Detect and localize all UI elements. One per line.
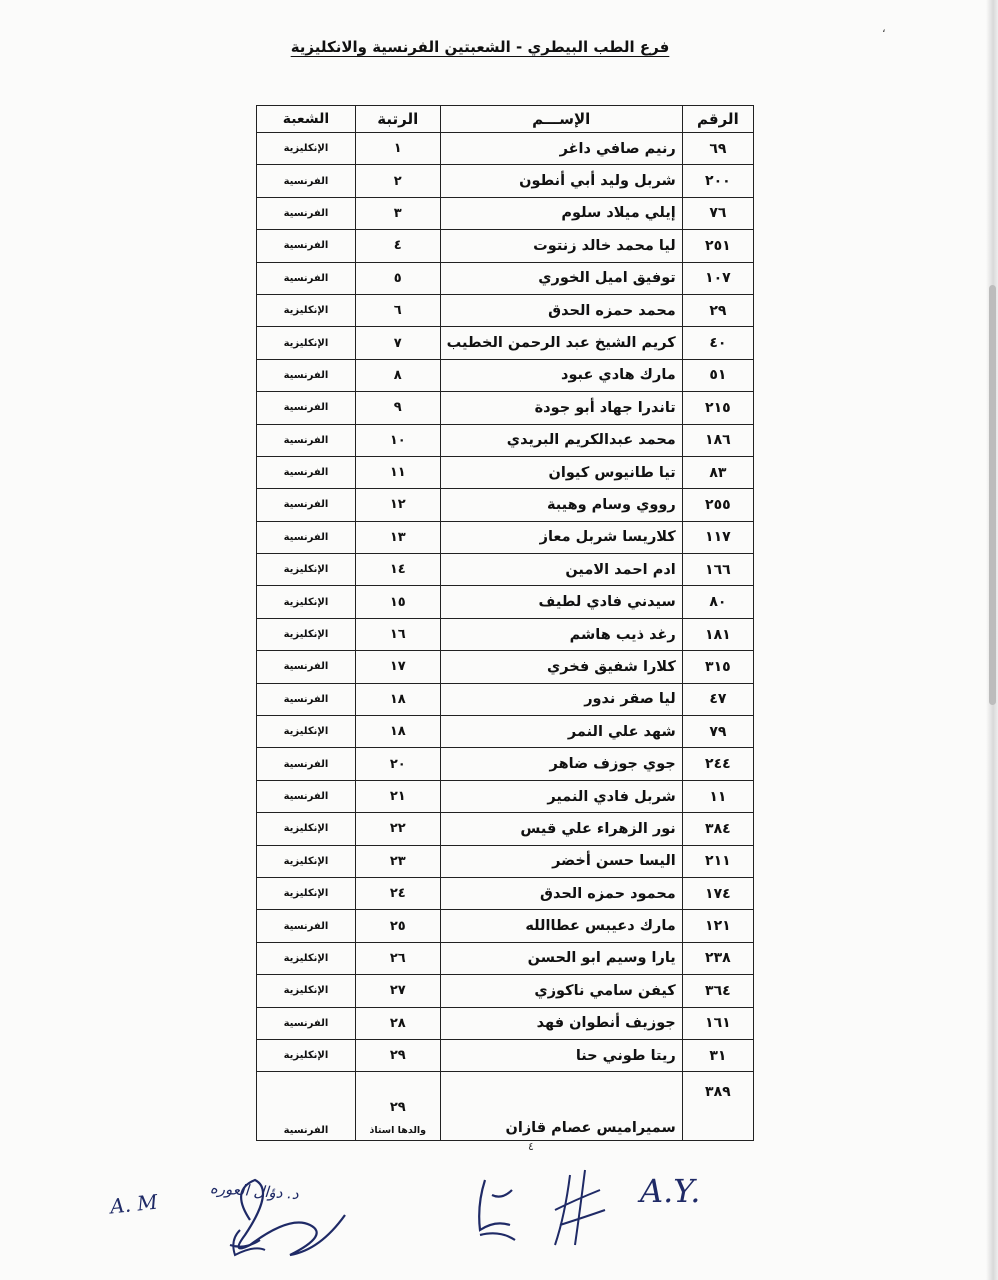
cell-division: الإنكليزية [257,618,356,650]
table-row [257,586,754,618]
cell-number: ١١٧ [682,521,753,553]
cell-name: توفيق اميل الخوري [440,262,682,294]
cell-division: الإنكليزية [257,133,356,165]
cell-rank: ٩ [355,392,440,424]
cell-number: ٨٠ [682,586,753,618]
cell-number: ٣٦٤ [682,975,753,1007]
cell-name: رغد ذيب هاشم [440,618,682,650]
cell-name: سميراميس عصام قازان [440,1072,682,1141]
table-row [257,554,754,586]
cell-number: ٢١١ [682,845,753,877]
cell-name: كلاريسا شربل معاز [440,521,682,553]
cell-rank: ٢٣ [355,845,440,877]
table-row [257,424,754,456]
header-division: الشعبة [257,106,356,133]
cell-number: ١١ [682,780,753,812]
cell-rank: ١٧ [355,651,440,683]
cell-rank: ٦ [355,294,440,326]
table-row [257,133,754,165]
cell-name: ادم احمد الامين [440,554,682,586]
signature-initials-left: A. M [108,1189,159,1219]
cell-name: كريم الشيخ عبد الرحمن الخطيب [440,327,682,359]
stray-mark: ٤ [528,1140,534,1153]
table-row [257,618,754,650]
table-row [257,748,754,780]
cell-name: جوي جوزف ضاهر [440,748,682,780]
cell-number: ٣٨٩ [682,1072,753,1141]
cell-rank: ٥ [355,262,440,294]
table-header-row [257,106,754,133]
cell-rank: ٢١ [355,780,440,812]
rank-note: والدها استاذ [369,1125,427,1137]
table-row [257,456,754,488]
cell-number: ١٦٦ [682,554,753,586]
cell-name: محمد عبدالكريم البريدي [440,424,682,456]
cell-division: الفرنسية [257,456,356,488]
cell-division: الإنكليزية [257,942,356,974]
table-body [257,133,754,1072]
cell-rank: ٣ [355,197,440,229]
table-row [257,262,754,294]
table-row [257,230,754,262]
cell-name: رنيم صافي داغر [440,133,682,165]
cell-number: ٦٩ [682,133,753,165]
signatures-drawing [100,1150,740,1270]
cell-name: تيا طانيوس كيوان [440,456,682,488]
cell-name: شربل فادي النمير [440,780,682,812]
scrollbar[interactable] [989,285,996,705]
cell-number: ٤٧ [682,683,753,715]
table-row [257,165,754,197]
cell-division: الفرنسية [257,780,356,812]
cell-number: ٢٩ [682,294,753,326]
cell-name: ريتا طوني حنا [440,1039,682,1071]
cell-number: ٣١٥ [682,651,753,683]
cell-rank: ٢٢ [355,813,440,845]
cell-number: ١٨٦ [682,424,753,456]
cell-rank: ٨ [355,359,440,391]
table-row [257,780,754,812]
cell-rank: ٢٧ [355,975,440,1007]
header-rank: الرتبة [355,106,440,133]
cell-rank: ١٨ [355,683,440,715]
cell-name: اليسا حسن أخضر [440,845,682,877]
cell-division: الإنكليزية [257,554,356,586]
table-row [257,877,754,909]
cell-name: جوزيف أنطوان فهد [440,1007,682,1039]
cell-rank: ٤ [355,230,440,262]
table-row [257,845,754,877]
cell-division: الفرنسية [257,424,356,456]
cell-division: الإنكليزية [257,1039,356,1071]
table-row [257,197,754,229]
cell-rank: ١٢ [355,489,440,521]
cell-number: ٨٣ [682,456,753,488]
cell-rank: ٢٦ [355,942,440,974]
cell-division: الإنكليزية [257,716,356,748]
cell-number: ١٠٧ [682,262,753,294]
cell-rank: ١٣ [355,521,440,553]
cell-division: الفرنسية [257,165,356,197]
cell-name: شربل وليد أبي أنطون [440,165,682,197]
cell-division: الفرنسية [257,683,356,715]
table-row [257,1072,754,1141]
table-row [257,975,754,1007]
cell-name: ليا صقر ندور [440,683,682,715]
cell-number: ٧٩ [682,716,753,748]
corner-mark: ، [882,22,886,35]
cell-number: ١٢١ [682,910,753,942]
cell-name: رووي وسام وهيبة [440,489,682,521]
table-row [257,359,754,391]
cell-division: الفرنسية [257,1072,356,1141]
header-name: الإســـم [440,106,682,133]
cell-division: الفرنسية [257,197,356,229]
cell-number: ٣٨٤ [682,813,753,845]
table-row [257,910,754,942]
cell-name: مارك دعيبس عطاالله [440,910,682,942]
rank-value: ٢٩ [389,1100,406,1116]
cell-division: الإنكليزية [257,845,356,877]
cell-division: الفرنسية [257,359,356,391]
table-row [257,327,754,359]
table-row [257,392,754,424]
cell-division: الإنكليزية [257,327,356,359]
cell-number: ٢٥٥ [682,489,753,521]
cell-division: الفرنسية [257,392,356,424]
cell-rank: ١٥ [355,586,440,618]
cell-name: كلارا شفيق فخري [440,651,682,683]
cell-division: الفرنسية [257,748,356,780]
cell-rank: ٢٠ [355,748,440,780]
table-row [257,521,754,553]
cell-division: الفرنسية [257,521,356,553]
cell-division: الفرنسية [257,262,356,294]
table-row [257,1007,754,1039]
cell-number: ٢٠٠ [682,165,753,197]
cell-number: ١٨١ [682,618,753,650]
cell-name: تاندرا جهاد أبو جودة [440,392,682,424]
cell-number: ٣١ [682,1039,753,1071]
cell-number: ٧٦ [682,197,753,229]
cell-division: الفرنسية [257,230,356,262]
cell-name: نور الزهراء علي قيس [440,813,682,845]
cell-number: ٢٤٤ [682,748,753,780]
cell-rank: ٢٤ [355,877,440,909]
cell-rank: ٢٩ [355,1039,440,1071]
cell-division: الإنكليزية [257,975,356,1007]
cell-number: ٢٥١ [682,230,753,262]
cell-name: إيلي ميلاد سلوم [440,197,682,229]
cell-name: مارك هادي عبود [440,359,682,391]
cell-division: الإنكليزية [257,294,356,326]
cell-division: الفرنسية [257,651,356,683]
cell-division: الفرنسية [257,910,356,942]
cell-name: يارا وسيم ابو الحسن [440,942,682,974]
table-row [257,294,754,326]
table-row [257,489,754,521]
header-number: الرقم [682,106,753,133]
cell-name: ليا محمد خالد زنتوت [440,230,682,262]
cell-name: شهد علي النمر [440,716,682,748]
cell-division: الإنكليزية [257,877,356,909]
cell-division: الفرنسية [257,489,356,521]
cell-number: ١٧٤ [682,877,753,909]
cell-rank: ١١ [355,456,440,488]
cell-number: ٤٠ [682,327,753,359]
cell-division: الإنكليزية [257,813,356,845]
cell-rank [355,1072,440,1141]
cell-rank: ١٤ [355,554,440,586]
table-row [257,813,754,845]
cell-rank: ١٨ [355,716,440,748]
table-row [257,1039,754,1071]
cell-name: محمود حمزه الحدق [440,877,682,909]
cell-name: كيفن سامي ناكوزي [440,975,682,1007]
cell-rank: ١ [355,133,440,165]
cell-name: محمد حمزه الحدق [440,294,682,326]
table-row [257,942,754,974]
cell-number: ٢٣٨ [682,942,753,974]
document-title: فرع الطب البيطري - الشعبتين الفرنسية والانكليزية [290,38,670,56]
table-row [257,716,754,748]
cell-rank: ٢٥ [355,910,440,942]
cell-rank: ١٦ [355,618,440,650]
cell-rank: ١٠ [355,424,440,456]
cell-rank: ٧ [355,327,440,359]
signature-name: د. دؤال العوره [209,1178,300,1204]
cell-number: ٢١٥ [682,392,753,424]
cell-number: ١٦١ [682,1007,753,1039]
cell-rank: ٢ [355,165,440,197]
cell-division: الإنكليزية [257,586,356,618]
table-row [257,651,754,683]
signature-initials-right: A.Y. [640,1172,701,1210]
table-row [257,683,754,715]
cell-number: ٥١ [682,359,753,391]
cell-division: الفرنسية [257,1007,356,1039]
cell-rank: ٢٨ [355,1007,440,1039]
results-table [256,105,754,1141]
cell-name: سيدني فادي لطيف [440,586,682,618]
